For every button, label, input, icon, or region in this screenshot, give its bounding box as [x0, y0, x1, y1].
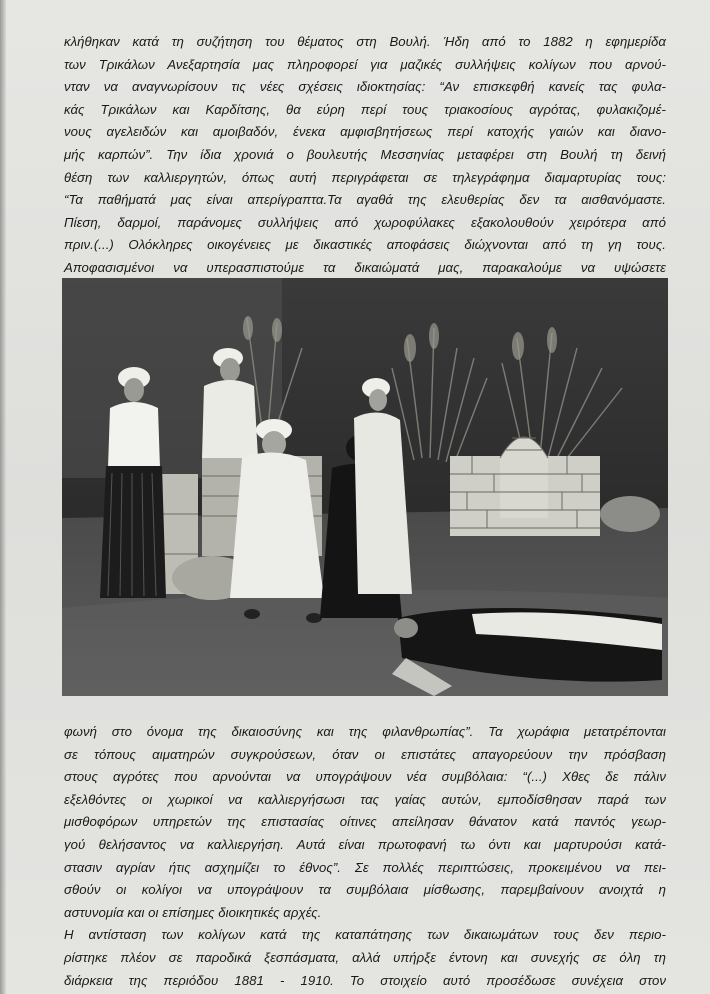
text-line: φωνή στο όνομα της δικαιοσύνης και της φιλανθρωπίας”. Τα χωράφια μετατρέπονται — [64, 724, 666, 739]
text-line: μισθοφόρων υπηρετών της επιστασίας οίτινες απείλησαν θάνατον κατά παντός γεωρ- — [64, 814, 666, 830]
text-line: “Τα παθήματά μας είναι απερίγραπτα.Τα αγαθά της ελευθερίας δεν τα αισθανόμαστε. — [64, 192, 666, 208]
text-line: στασιν αγρίαν ήτις ασχημίζει το έθνος”. Σε πολλές περιπτώσεις, προκειμένου να πει- — [64, 859, 666, 875]
text-line: κάς Τρικάλων και Καρδίτσης, θα εύρη περί τους τριακοσίους αγρότας, φυλακιζομέ- — [64, 101, 666, 117]
text-line: σε τόπους αιματηρών συγκρούσεων, όταν οι επιστάτες απαγορεύουν την πρόσβαση — [64, 746, 666, 762]
text-line: νους αγελειδών και αμοιβαδόν, ένεκα αμφισβητήσεως περί κατοχής γαιών και διανο- — [64, 124, 666, 140]
photo-illustration — [62, 278, 668, 696]
paragraph-bottom — [64, 721, 666, 992]
theatre-photo — [62, 278, 668, 696]
text-line: των Τρικάλων Ανεξαρτησία μας πληροφορεί για μαζικές συλλήψεις κολίγων που αρνού- — [64, 56, 666, 72]
text-line: στους αγρότες που αρνούνται να υπογράψουν νέα συμβόλαια: “(...) Χθες δε πάλιν — [64, 769, 666, 785]
paragraph-top — [64, 31, 666, 280]
text-line: πριν.(...) Ολόκληρες οικογένειες με δικαστικές αποφάσεις διώχνονται από τη γη τους. — [64, 237, 666, 253]
text-line: θέση των καλλιεργητών, όπως αυτή περιγράφεται σε τηλεγράφημα διαμαρτυρίας τους: — [64, 169, 666, 185]
text-line: γού θελήσαντος να καλλιεργήση. Αυτά είναι πρωτοφανή τω όντι και μαρτυρούσι κατά- — [64, 836, 666, 852]
text-line: Η αντίσταση των κολίγων κατά της καταπάτησης των δικαιωμάτων τους δεν περιο- — [64, 927, 666, 943]
text-line: ρίστηκε πλέον σε παροδικά ξεσπάσματα, αλλά υπήρξε έντονη και συνεχής σε όλη τη — [64, 949, 666, 965]
text-line: νταν να αναγνωρίσουν τις νέες σχέσεις ιδιοκτησίας: “Αν επισκεφθή κανείς τας φυλα- — [64, 79, 666, 95]
text-line: διάρκεια της περιόδου 1881 - 1910. Το στοιχείο αυτό προσέδωσε συνέχεια στον — [64, 972, 666, 988]
text-line: κλήθηκαν κατά τη συζήτηση του θέματος στη Βουλή. Ήδη από το 1882 η εφημερίδα — [64, 34, 666, 49]
text-line: Πίεση, δαρμοί, παράνομες συλλήψεις από χωροφύλακες εξακολουθούν χειρότερα από — [64, 214, 666, 230]
text-line: εξελθόντες οι χωρικοί να καλλιεργήσωσι τας γαίας αυτών, εμποδίσθησαν παρά των — [64, 791, 666, 807]
text-line: αστυνομία και οι επίσημες διοικητικές αρχές. — [64, 904, 322, 920]
text-line: Αποφασισμένοι να υπερασπιστούμε τα δικαιώματά μας, παρακαλούμε να υψώσετε — [64, 259, 666, 275]
text-line: μής καρπών”. Την ίδια χρονιά ο βουλευτής Μεσσηνίας μεταφέρει στη Βουλή τη δεινή — [64, 146, 666, 162]
text-line: σθούν οι κολίγοι να υπογράψουν τα συμβόλαια μίσθωσης, παρεμβαίνουν ανοιχτά η — [64, 882, 666, 898]
